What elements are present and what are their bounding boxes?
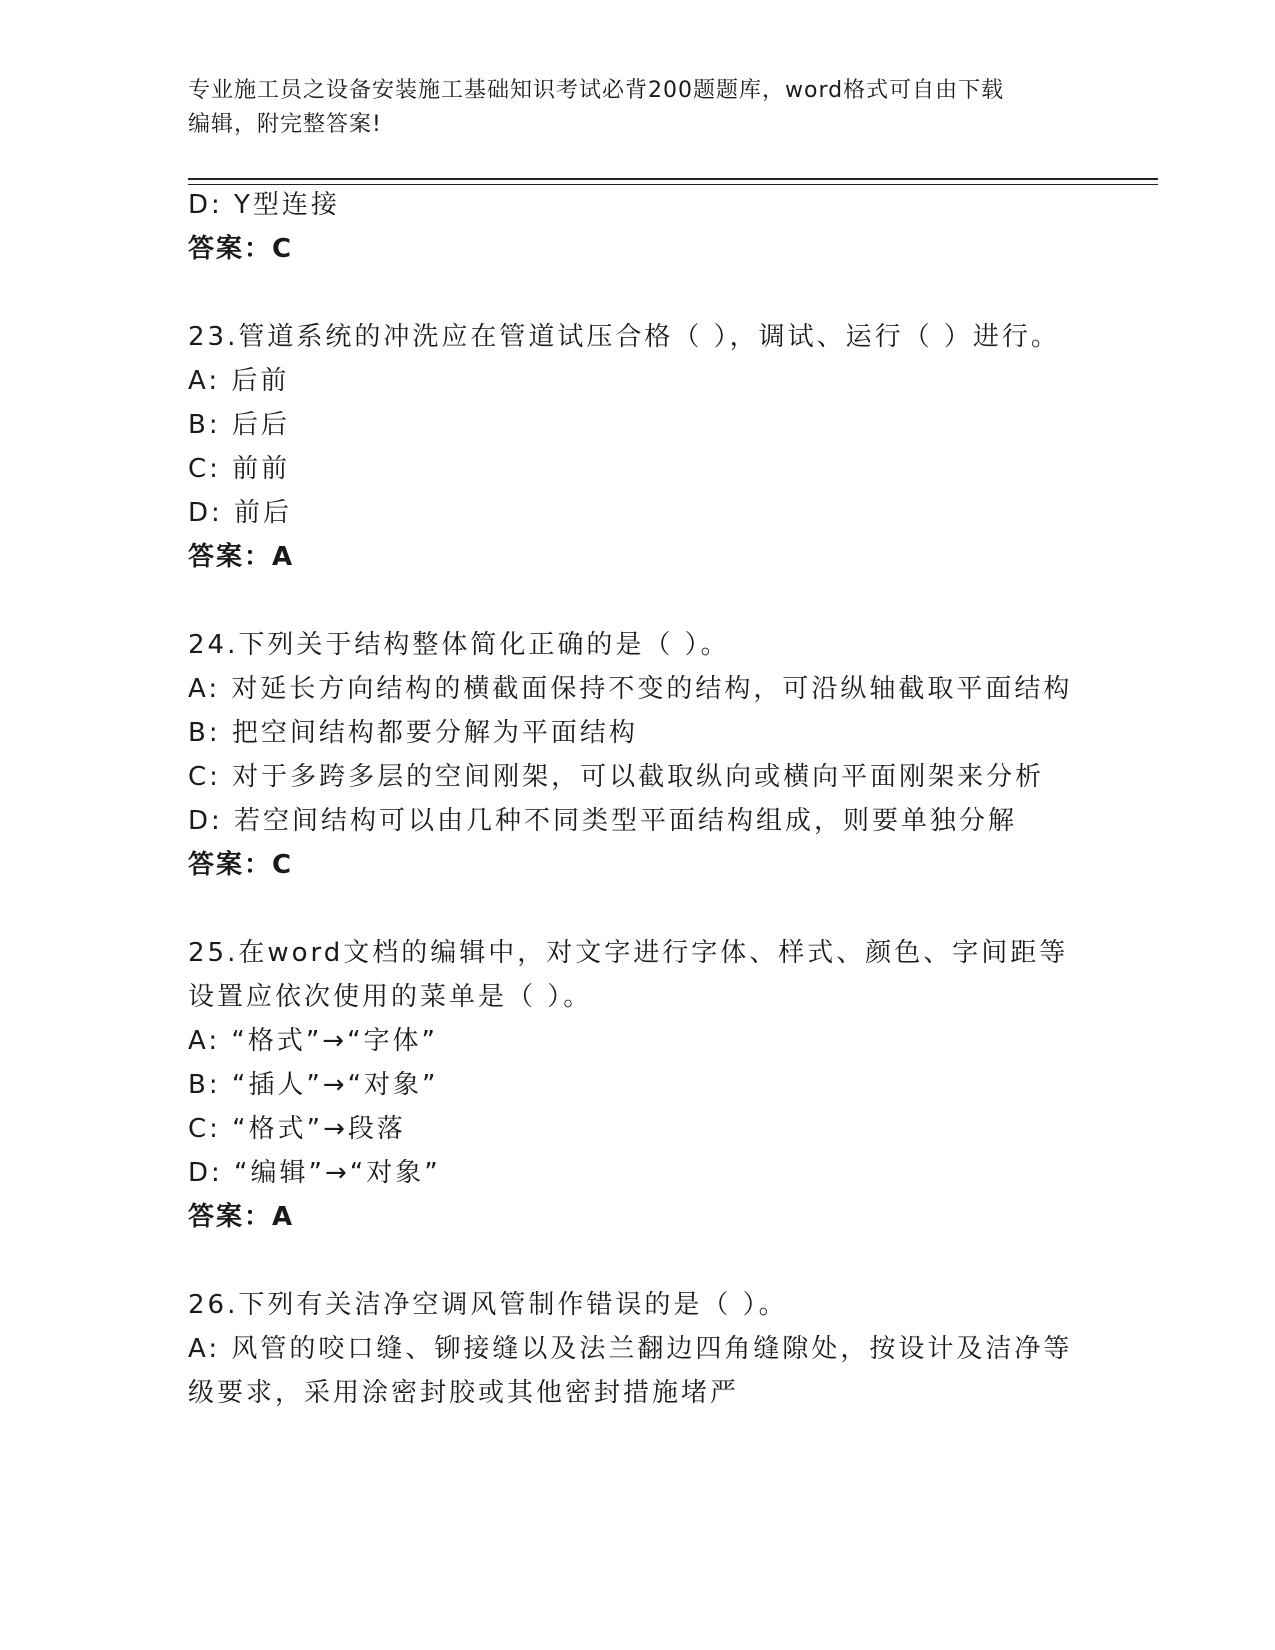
option-c: C: “格式”→段落 [188,1114,406,1144]
answer-line: 答案：C [188,234,294,264]
option-a: A: 风管的咬口缝、铆接缝以及法兰翻边四角缝隙处，按设计及洁净等 [188,1334,1073,1364]
option-d: D: Y型连接 [188,190,340,220]
option-b: B: 后后 [188,410,290,440]
question-stem: 25.在word文档的编辑中，对文字进行字体、样式、颜色、字间距等 [188,938,1069,968]
header-divider-thick [188,178,1158,180]
answer-line: 答案：A [188,1202,295,1232]
answer-line: 答案：A [188,542,295,572]
document-header [188,74,1088,142]
question-stem: 26.下列有关洁净空调风管制作错误的是（ ）。 [188,1290,788,1320]
option-a: A: 后前 [188,366,290,396]
option-a: A: 对延长方向结构的横截面保持不变的结构，可沿纵轴截取平面结构 [188,674,1073,704]
question-stem: 23.管道系统的冲洗应在管道试压合格（ ），调试、运行（ ）进行。 [188,322,1060,352]
header-divider-thin [188,184,1158,185]
question-stem-continued: 设置应依次使用的菜单是（ ）。 [188,982,593,1012]
option-c: C: 前前 [188,454,291,484]
option-c: C: 对于多跨多层的空间刚架，可以截取纵向或横向平面刚架来分析 [188,762,1045,792]
option-a: A: “格式”→“字体” [188,1026,439,1056]
question-stem: 24.下列关于结构整体简化正确的是（ ）。 [188,630,730,660]
option-d: D: 若空间结构可以由几种不同类型平面结构组成，则要单独分解 [188,806,1018,836]
option-a-continued: 级要求，采用涂密封胶或其他密封措施堵严 [188,1378,740,1408]
option-b: B: 把空间结构都要分解为平面结构 [188,718,638,748]
option-d: D: 前后 [188,498,293,528]
option-b: B: “插人”→“对象” [188,1070,439,1100]
header-title-line-2: 编辑，附完整答案! [188,112,382,137]
answer-line: 答案：C [188,850,294,880]
option-d: D: “编辑”→“对象” [188,1158,441,1188]
header-title-line-1: 专业施工员之设备安装施工基础知识考试必背200题题库，word格式可自由下载 [188,78,1005,103]
